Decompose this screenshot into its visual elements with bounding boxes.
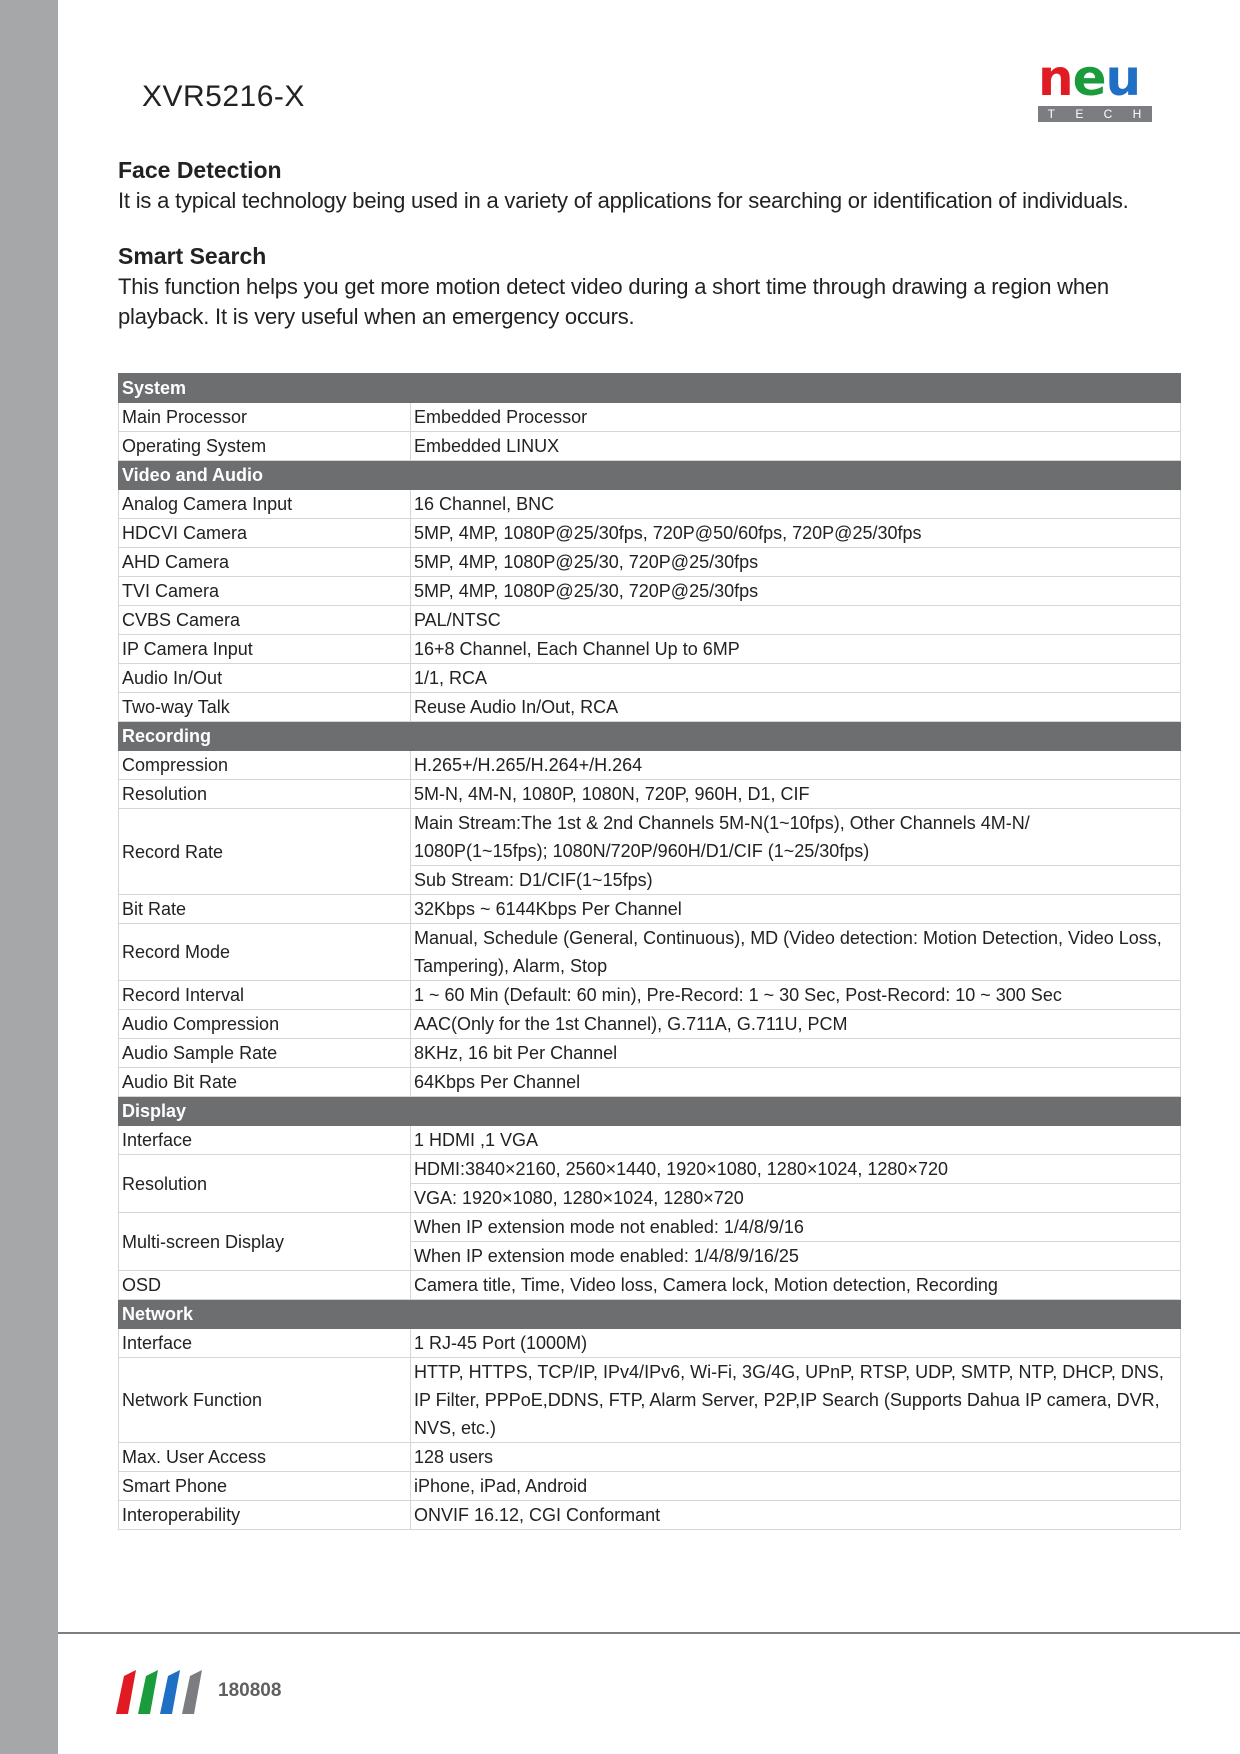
footer-divider	[58, 1632, 1240, 1634]
spec-row	[119, 1472, 1181, 1501]
spec-row	[119, 895, 1181, 924]
spec-row	[119, 1329, 1181, 1358]
spec-value: H.265+/H.265/H.264+/H.264	[411, 751, 1181, 780]
spec-value: 16 Channel, BNC	[411, 490, 1181, 519]
logo-tagline-letter: E	[1075, 107, 1085, 121]
spec-row	[119, 548, 1181, 577]
spec-category-row	[119, 374, 1181, 403]
spec-row	[119, 780, 1181, 809]
spec-value: 32Kbps ~ 6144Kbps Per Channel	[411, 895, 1181, 924]
spec-table	[118, 373, 1181, 1530]
spec-value: Camera title, Time, Video loss, Camera lock, Motion detection, Recording	[411, 1271, 1181, 1300]
spec-label: Operating System	[119, 432, 411, 461]
spec-value: PAL/NTSC	[411, 606, 1181, 635]
spec-row	[119, 490, 1181, 519]
logo-tagline-letter: T	[1047, 107, 1056, 121]
spec-category-label: Video and Audio	[119, 461, 1181, 490]
logo-tagline-letter: H	[1132, 107, 1143, 121]
spec-row	[119, 751, 1181, 780]
spec-value: Sub Stream: D1/CIF(1~15fps)	[411, 866, 1181, 895]
spec-value: Embedded Processor	[411, 403, 1181, 432]
spec-label: Network Function	[119, 1358, 411, 1443]
spec-label: Record Interval	[119, 981, 411, 1010]
spec-category-row	[119, 722, 1181, 751]
spec-value: 8KHz, 16 bit Per Channel	[411, 1039, 1181, 1068]
logo-wordmark	[1038, 49, 1152, 107]
side-band	[0, 0, 58, 1754]
smart-search-text: This function helps you get more motion detect video during a short time through drawing a region when playback. It is very useful when an emergency occurs.	[118, 274, 1109, 329]
spec-label: Main Processor	[119, 403, 411, 432]
spec-row	[119, 432, 1181, 461]
spec-label: Audio Compression	[119, 1010, 411, 1039]
spec-row	[119, 924, 1181, 981]
spec-row	[119, 1358, 1181, 1443]
logo-letter: n	[1038, 49, 1073, 107]
spec-row	[119, 1126, 1181, 1155]
spec-label: Audio Sample Rate	[119, 1039, 411, 1068]
spec-label: Analog Camera Input	[119, 490, 411, 519]
spec-value: 1 ~ 60 Min (Default: 60 min), Pre-Record: 1 ~ 30 Sec, Post-Record: 10 ~ 300 Sec	[411, 981, 1181, 1010]
spec-value: 5MP, 4MP, 1080P@25/30fps, 720P@50/60fps, 720P@25/30fps	[411, 519, 1181, 548]
spec-row	[119, 1443, 1181, 1472]
spec-label: Compression	[119, 751, 411, 780]
spec-label: CVBS Camera	[119, 606, 411, 635]
model-title: XVR5216-X	[142, 80, 305, 113]
spec-value: 1 RJ-45 Port (1000M)	[411, 1329, 1181, 1358]
spec-value: HTTP, HTTPS, TCP/IP, IPv4/IPv6, Wi-Fi, 3G/4G, UPnP, RTSP, UDP, SMTP, NTP, DHCP, DNS, IP Filter, PPPoE,DDNS, FTP, Alarm Server, P2P,IP Search (Supports Dahua IP camera, DVR, NVS, etc.)	[411, 1358, 1181, 1443]
spec-row	[119, 1271, 1181, 1300]
spec-row	[119, 519, 1181, 548]
spec-category-row	[119, 1300, 1181, 1329]
logo-letter: e	[1072, 49, 1106, 107]
spec-category-row	[119, 461, 1181, 490]
spec-row	[119, 1501, 1181, 1530]
spec-label: HDCVI Camera	[119, 519, 411, 548]
spec-value: Reuse Audio In/Out, RCA	[411, 693, 1181, 722]
spec-value: ONVIF 16.12, CGI Conformant	[411, 1501, 1181, 1530]
spec-value: AAC(Only for the 1st Channel), G.711A, G.711U, PCM	[411, 1010, 1181, 1039]
spec-label: Record Rate	[119, 809, 411, 895]
spec-label: Interface	[119, 1329, 411, 1358]
spec-label: TVI Camera	[119, 577, 411, 606]
logo-tagline-letter: C	[1103, 107, 1114, 121]
spec-label: Multi-screen Display	[119, 1213, 411, 1271]
spec-row	[119, 606, 1181, 635]
face-detection-heading: Face Detection	[118, 157, 282, 183]
spec-label: Record Mode	[119, 924, 411, 981]
spec-label: Interoperability	[119, 1501, 411, 1530]
spec-label: Interface	[119, 1126, 411, 1155]
spec-category-label: Network	[119, 1300, 1181, 1329]
logo-letter: u	[1105, 49, 1141, 107]
spec-value: 1 HDMI ,1 VGA	[411, 1126, 1181, 1155]
face-detection-text: It is a typical technology being used in a variety of applications for searching or identification of individuals.	[118, 188, 1129, 213]
spec-label: Audio Bit Rate	[119, 1068, 411, 1097]
spec-row	[119, 1068, 1181, 1097]
brand-stripes-icon	[116, 1670, 204, 1714]
spec-label: Audio In/Out	[119, 664, 411, 693]
spec-row	[119, 693, 1181, 722]
spec-row	[119, 809, 1181, 866]
spec-category-label: Display	[119, 1097, 1181, 1126]
spec-row	[119, 1010, 1181, 1039]
spec-row	[119, 981, 1181, 1010]
neu-tech-logo	[1038, 49, 1152, 121]
spec-row	[119, 664, 1181, 693]
spec-value: 64Kbps Per Channel	[411, 1068, 1181, 1097]
spec-label: IP Camera Input	[119, 635, 411, 664]
spec-value: VGA: 1920×1080, 1280×1024, 1280×720	[411, 1184, 1181, 1213]
spec-label: Bit Rate	[119, 895, 411, 924]
spec-row	[119, 577, 1181, 606]
spec-category-label: Recording	[119, 722, 1181, 751]
spec-value: 16+8 Channel, Each Channel Up to 6MP	[411, 635, 1181, 664]
document-code: 180808	[218, 1680, 282, 1701]
spec-row	[119, 1039, 1181, 1068]
spec-label: AHD Camera	[119, 548, 411, 577]
spec-label: Resolution	[119, 1155, 411, 1213]
spec-value: Embedded LINUX	[411, 432, 1181, 461]
logo-tagline	[1038, 106, 1152, 122]
spec-value: 5M-N, 4M-N, 1080P, 1080N, 720P, 960H, D1, CIF	[411, 780, 1181, 809]
spec-label: Two-way Talk	[119, 693, 411, 722]
spec-value: 5MP, 4MP, 1080P@25/30, 720P@25/30fps	[411, 548, 1181, 577]
spec-value: Main Stream:The 1st & 2nd Channels 5M-N(1~10fps), Other Channels 4M-N/ 1080P(1~15fps); 1080N/720P/960H/D1/CIF (1~25/30fps)	[411, 809, 1181, 866]
smart-search-heading: Smart Search	[118, 243, 267, 269]
spec-label: Resolution	[119, 780, 411, 809]
spec-value: iPhone, iPad, Android	[411, 1472, 1181, 1501]
spec-row	[119, 1155, 1181, 1184]
spec-value: HDMI:3840×2160, 2560×1440, 1920×1080, 1280×1024, 1280×720	[411, 1155, 1181, 1184]
spec-value: 128 users	[411, 1443, 1181, 1472]
spec-value: Manual, Schedule (General, Continuous), MD (Video detection: Motion Detection, Video Loss, Tampering), Alarm, Stop	[411, 924, 1181, 981]
spec-row	[119, 635, 1181, 664]
spec-label: OSD	[119, 1271, 411, 1300]
spec-value: 5MP, 4MP, 1080P@25/30, 720P@25/30fps	[411, 577, 1181, 606]
spec-value: When IP extension mode not enabled: 1/4/8/9/16	[411, 1213, 1181, 1242]
spec-row	[119, 1213, 1181, 1242]
spec-label: Smart Phone	[119, 1472, 411, 1501]
spec-category-label: System	[119, 374, 1181, 403]
spec-category-row	[119, 1097, 1181, 1126]
spec-row	[119, 403, 1181, 432]
spec-label: Max. User Access	[119, 1443, 411, 1472]
spec-value: 1/1, RCA	[411, 664, 1181, 693]
spec-value: When IP extension mode enabled: 1/4/8/9/16/25	[411, 1242, 1181, 1271]
